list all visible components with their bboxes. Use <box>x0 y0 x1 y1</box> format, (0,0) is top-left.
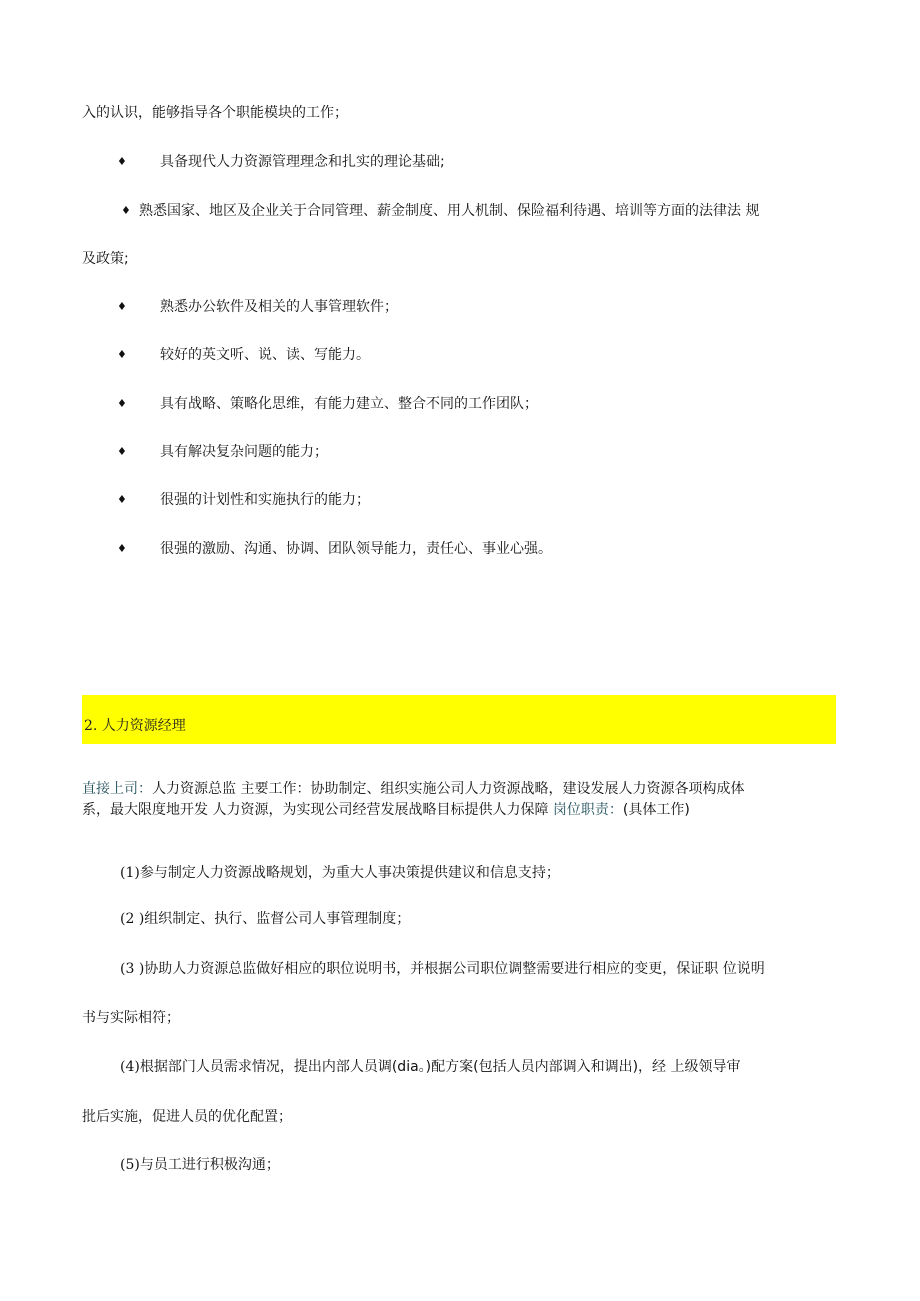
section-banner <box>82 695 836 744</box>
duty-number: (5) <box>120 1157 140 1173</box>
duty-text-cont: 批后实施，促进人员的优化配置； <box>82 1109 292 1125</box>
diamond-bullet-icon: ♦ <box>117 155 127 168</box>
bullet-text: 具有战略、策略化思维，有能力建立、整合不同的工作团队； <box>160 396 538 412</box>
duty-text: 根据部门人员需求情况，提出内部人员调(dia。)配方案(包括人员内部调入和调出)，经 上级领导审 <box>139 1059 741 1075</box>
supervisor-label: 直接上司： <box>82 781 152 797</box>
diamond-bullet-icon: ♦ <box>117 300 127 313</box>
diamond-bullet-icon: ♦ <box>117 493 127 506</box>
diamond-bullet-icon: ♦ <box>117 445 127 458</box>
main-work-line1: 协助制定、组织实施公司人力资源战略，建设发展人力资源各项构成体 <box>310 781 745 797</box>
bullet-text: 熟悉办公软件及相关的人事管理软件； <box>160 299 398 315</box>
duty-number: (4) <box>120 1059 140 1075</box>
duty-item <box>120 909 410 929</box>
duties-value: (具体工作) <box>622 802 690 818</box>
duty-item <box>120 1155 280 1175</box>
diamond-bullet-icon: ♦ <box>117 397 127 410</box>
duty-item <box>120 863 560 883</box>
duty-item <box>120 959 765 979</box>
duty-text: 组织制定、执行、监督公司人事管理制度； <box>144 911 411 927</box>
duty-item <box>120 1057 741 1077</box>
duty-text: 与员工进行积极沟通； <box>139 1157 280 1173</box>
bullet-text: 很强的激励、沟通、协调、团队领导能力，责任心、事业心强。 <box>160 541 552 557</box>
bullet-text: 很强的计划性和实施执行的能力； <box>160 492 370 508</box>
summary-line2 <box>82 800 690 820</box>
diamond-bullet-icon: ♦ <box>121 204 131 217</box>
duty-text-cont: 书与实际相符； <box>82 1010 180 1026</box>
diamond-bullet-icon: ♦ <box>117 348 127 361</box>
summary-line1 <box>82 779 744 799</box>
section-title: 2. 人力资源经理 <box>84 718 186 734</box>
bullet-text: 具备现代人力资源管理理念和扎实的理论基础; <box>160 154 445 170</box>
diamond-bullet-icon: ♦ <box>117 542 127 555</box>
main-work-label: 主要工作： <box>240 781 311 797</box>
bullet-text-line2: 及政策; <box>82 251 129 267</box>
main-work-line2: 系，最大限度地开发 人力资源，为实现公司经营发展战略目标提供人力保障 <box>82 802 549 818</box>
duty-number: (2 ) <box>120 911 145 927</box>
bullet-text: 较好的英文听、说、读、写能力。 <box>160 347 370 363</box>
bullet-text-line1: 熟悉国家、地区及企业关于合同管理、薪金制度、用人机制、保险福利待遇、培训等方面的法律法 规 <box>139 203 760 219</box>
duty-number: (3 ) <box>120 961 145 977</box>
supervisor-value: 人力资源总监 <box>152 781 236 797</box>
duty-number: (1) <box>120 865 140 881</box>
bullet-text: 具有解决复杂问题的能力； <box>160 444 328 460</box>
intro-line: 入的认识，能够指导各个职能模块的工作； <box>82 105 348 121</box>
duty-text: 参与制定人力资源战略规划，为重大人事决策提供建议和信息支持； <box>139 865 560 881</box>
duties-label: 岗位职责： <box>552 802 623 818</box>
duty-text: 协助人力资源总监做好相应的职位说明书，并根据公司职位调整需要进行相应的变更，保证职 位说明 <box>144 961 765 977</box>
